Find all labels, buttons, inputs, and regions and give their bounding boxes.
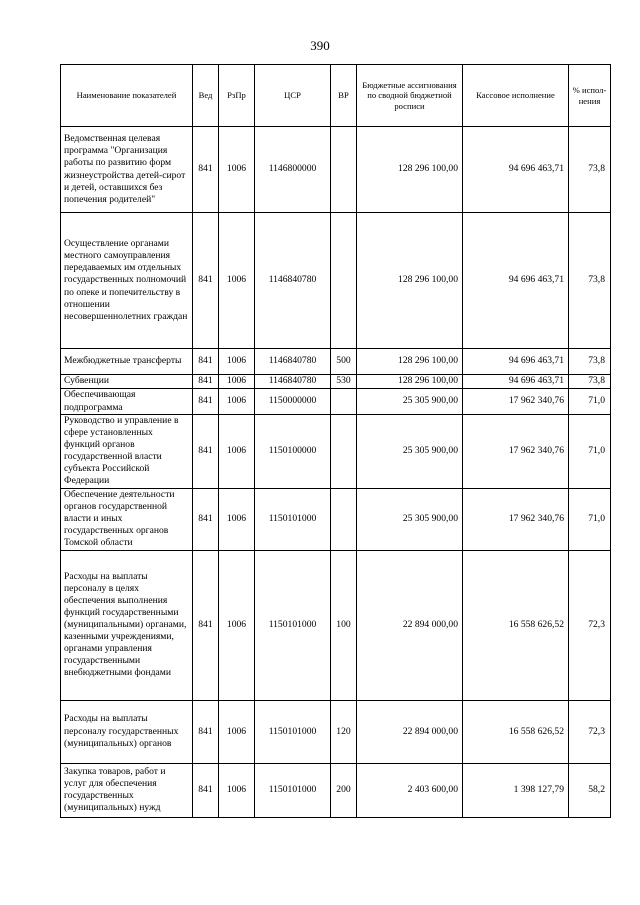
table-row [61, 213, 611, 349]
row-budget: 25 305 900,00 [357, 415, 463, 489]
row-budget: 22 894 000,00 [357, 700, 463, 763]
table-row [61, 550, 611, 700]
row-csr: 1150100000 [255, 415, 331, 489]
row-ved: 841 [193, 389, 219, 415]
row-vr [331, 127, 357, 213]
header-cash: Кассовое исполнение [463, 65, 569, 127]
row-rzpr: 1006 [219, 550, 255, 700]
row-percent: 73,8 [569, 375, 611, 389]
row-cash: 1 398 127,79 [463, 763, 569, 817]
row-csr: 1150101000 [255, 763, 331, 817]
row-budget: 2 403 600,00 [357, 763, 463, 817]
row-rzpr: 1006 [219, 700, 255, 763]
row-name: Субвенции [61, 375, 193, 389]
row-cash: 94 696 463,71 [463, 349, 569, 375]
row-csr: 1146840780 [255, 349, 331, 375]
header-csr: ЦСР [255, 65, 331, 127]
row-name: Межбюджетные трансферты [61, 349, 193, 375]
table-row [61, 415, 611, 489]
table-row [61, 127, 611, 213]
row-name: Обеспечение деятельности органов государственной власти и иных государственных органов Томской области [61, 488, 193, 550]
row-percent: 71,0 [569, 415, 611, 489]
row-ved: 841 [193, 550, 219, 700]
row-ved: 841 [193, 213, 219, 349]
row-ved: 841 [193, 488, 219, 550]
row-name: Руководство и управление в сфере установленных функций органов государственной власти субъекта Российской Федерации [61, 415, 193, 489]
header-budget: Бюджетные ассигнования по сводной бюджетной росписи [357, 65, 463, 127]
row-ved: 841 [193, 349, 219, 375]
row-rzpr: 1006 [219, 488, 255, 550]
table-row [61, 488, 611, 550]
row-csr: 1150101000 [255, 550, 331, 700]
budget-execution-table [60, 64, 611, 818]
table-row [61, 389, 611, 415]
row-ved: 841 [193, 375, 219, 389]
row-budget: 25 305 900,00 [357, 488, 463, 550]
header-ved: Вед [193, 65, 219, 127]
row-csr: 1150000000 [255, 389, 331, 415]
row-ved: 841 [193, 700, 219, 763]
header-rzpr: РзПр [219, 65, 255, 127]
row-csr: 1146800000 [255, 127, 331, 213]
row-cash: 16 558 626,52 [463, 550, 569, 700]
row-cash: 94 696 463,71 [463, 127, 569, 213]
row-budget: 128 296 100,00 [357, 349, 463, 375]
row-ved: 841 [193, 763, 219, 817]
table-row [61, 375, 611, 389]
row-percent: 71,0 [569, 389, 611, 415]
row-csr: 1146840780 [255, 375, 331, 389]
row-csr: 1146840780 [255, 213, 331, 349]
row-budget: 128 296 100,00 [357, 375, 463, 389]
row-percent: 73,8 [569, 213, 611, 349]
row-ved: 841 [193, 127, 219, 213]
row-name: Расходы на выплаты персоналу в целях обеспечения выполнения функций государственными (муниципальными) органами, казенными учреждениями, органами управления государственными внебюджетными фондами [61, 550, 193, 700]
row-percent: 73,8 [569, 127, 611, 213]
row-name: Осуществление органами местного самоуправления передаваемых им отдельных государственных полномочий по опеке и попечительству в отношении несовершеннолетних граждан [61, 213, 193, 349]
row-csr: 1150101000 [255, 700, 331, 763]
table-row [61, 700, 611, 763]
row-rzpr: 1006 [219, 127, 255, 213]
row-vr [331, 389, 357, 415]
row-budget: 25 305 900,00 [357, 389, 463, 415]
row-vr [331, 488, 357, 550]
row-ved: 841 [193, 415, 219, 489]
row-name: Закупка товаров, работ и услуг для обеспечения государственных (муниципальных) нужд [61, 763, 193, 817]
row-cash: 17 962 340,76 [463, 488, 569, 550]
row-rzpr: 1006 [219, 763, 255, 817]
row-budget: 22 894 000,00 [357, 550, 463, 700]
row-percent: 71,0 [569, 488, 611, 550]
row-vr: 100 [331, 550, 357, 700]
row-cash: 17 962 340,76 [463, 389, 569, 415]
row-name: Ведомственная целевая программа "Организация работы по развитию форм жизнеустройства детей-сирот и детей, оставшихся без попечения родителей" [61, 127, 193, 213]
row-percent: 72,3 [569, 700, 611, 763]
header-vr: ВР [331, 65, 357, 127]
table-header-row [61, 65, 611, 127]
row-rzpr: 1006 [219, 375, 255, 389]
header-percent: % испол-нения [569, 65, 611, 127]
row-vr: 200 [331, 763, 357, 817]
row-vr [331, 213, 357, 349]
row-rzpr: 1006 [219, 213, 255, 349]
row-csr: 1150101000 [255, 488, 331, 550]
table-row [61, 763, 611, 817]
row-percent: 72,3 [569, 550, 611, 700]
row-rzpr: 1006 [219, 415, 255, 489]
row-percent: 73,8 [569, 349, 611, 375]
row-rzpr: 1006 [219, 389, 255, 415]
row-vr [331, 415, 357, 489]
header-name: Наименование показателей [61, 65, 193, 127]
row-cash: 94 696 463,71 [463, 213, 569, 349]
row-vr: 530 [331, 375, 357, 389]
row-cash: 17 962 340,76 [463, 415, 569, 489]
row-cash: 94 696 463,71 [463, 375, 569, 389]
row-name: Обеспечивающая подпрограмма [61, 389, 193, 415]
row-budget: 128 296 100,00 [357, 213, 463, 349]
row-cash: 16 558 626,52 [463, 700, 569, 763]
row-vr: 120 [331, 700, 357, 763]
row-percent: 58,2 [569, 763, 611, 817]
row-budget: 128 296 100,00 [357, 127, 463, 213]
table-row [61, 349, 611, 375]
row-name: Расходы на выплаты персоналу государственных (муниципальных) органов [61, 700, 193, 763]
page-number: 390 [310, 38, 330, 53]
row-vr: 500 [331, 349, 357, 375]
row-rzpr: 1006 [219, 349, 255, 375]
